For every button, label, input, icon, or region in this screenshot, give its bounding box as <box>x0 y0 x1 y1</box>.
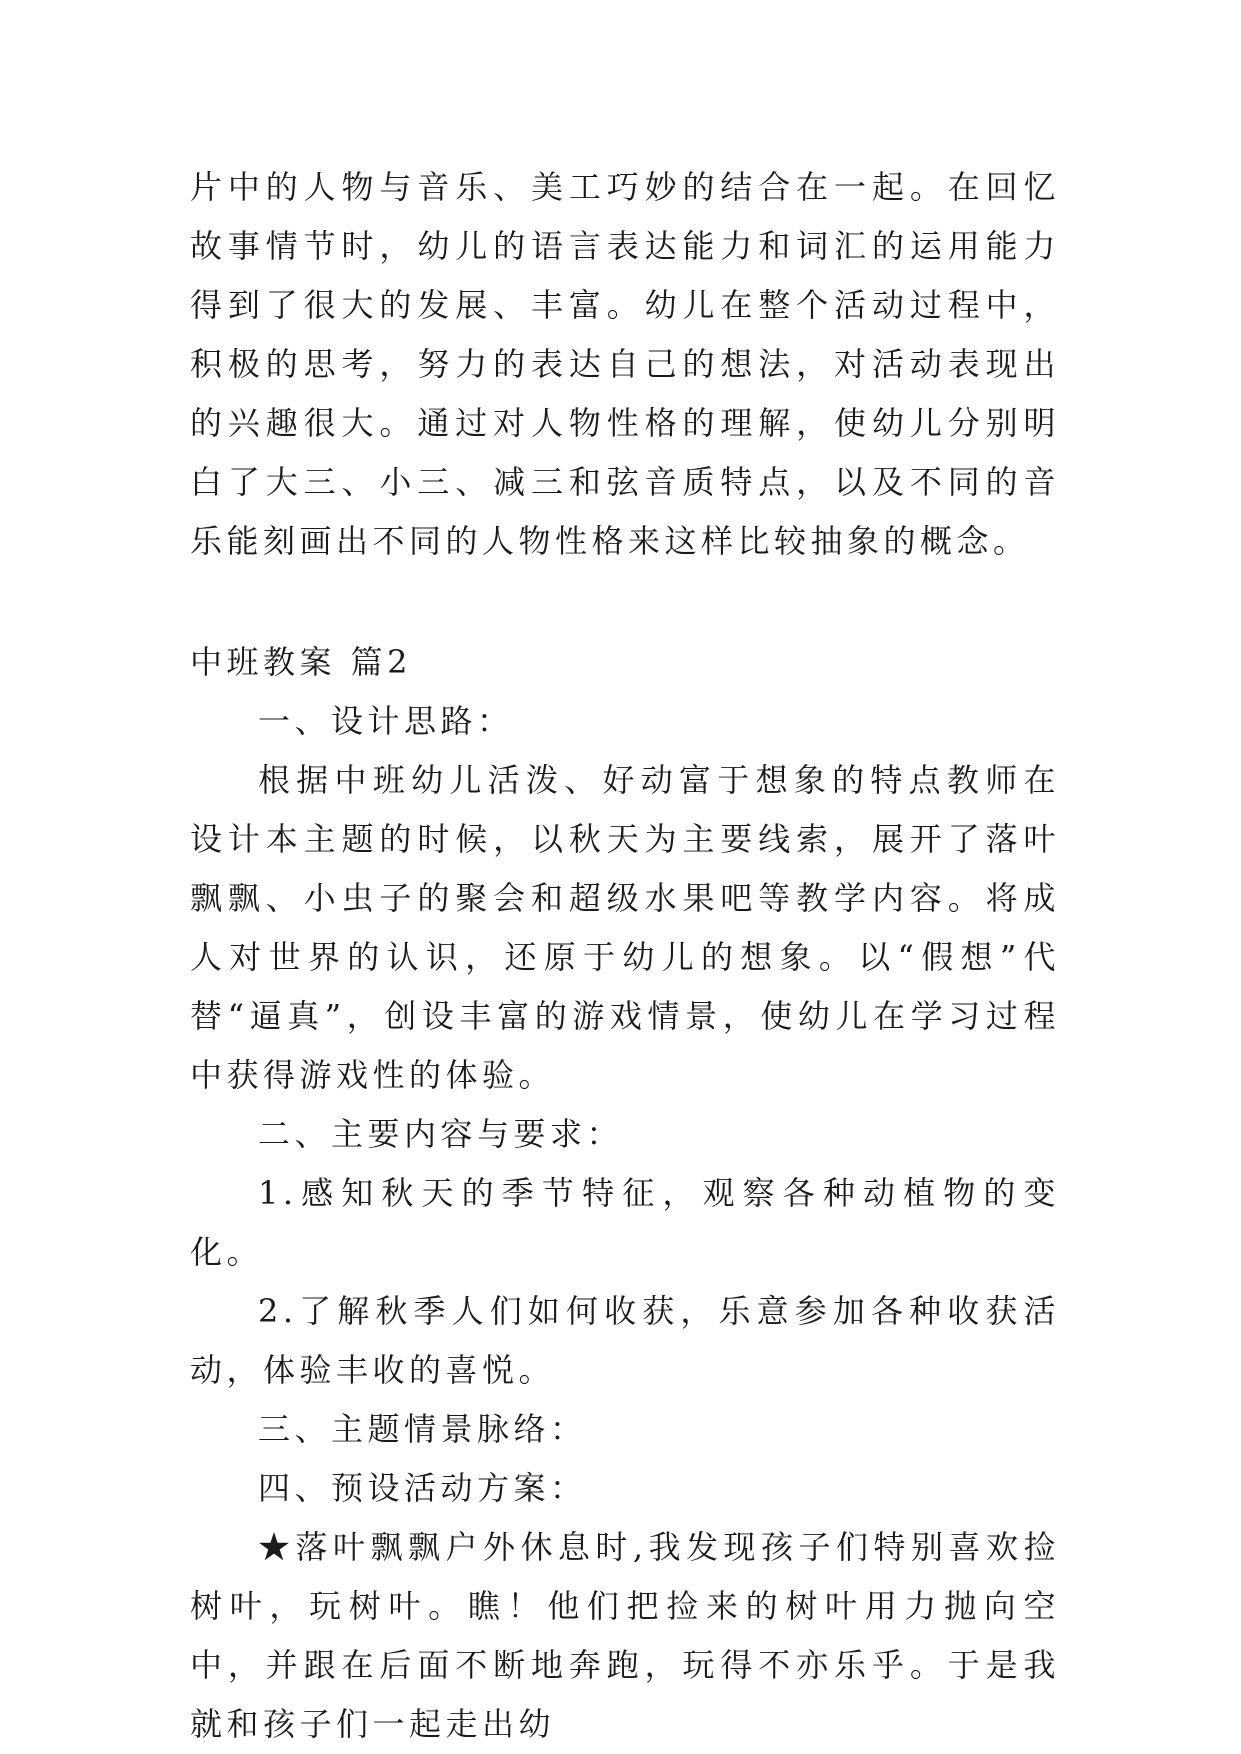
plan-heading: 四、预设活动方案： <box>258 1469 587 1507</box>
content-heading: 二、主要内容与要求： <box>258 1115 624 1153</box>
content-item-2: 2.了解秋季人们如何收获，乐意参加各种收获活动，体验丰收的喜悦。 <box>190 1292 1060 1389</box>
content-item-1: 1.感知秋天的季节特征，观察各种动植物的变化。 <box>190 1174 1060 1271</box>
plan-paragraph: ★落叶飘飘户外休息时,我发现孩子们特别喜欢捡树叶，玩树叶。瞧！他们把捡来的树叶用力抛向空中，并跟在后面不断地奔跑，玩得不亦乐乎。于是我就和孩子们一起走出幼 <box>190 1528 1060 1743</box>
continuation-paragraph: 片中的人物与音乐、美工巧妙的结合在一起。在回忆故事情节时，幼儿的语言表达能力和词汇的运用能力得到了很大的发展、丰富。幼儿在整个活动过程中，积极的思考，努力的表达自己的想法，对活动表现出的兴趣很大。通过对人物性格的理解，使幼儿分别明白了大三、小三、减三和弦音质特点，以及不同的音乐能刻画出不同的人物性格来这样比较抽象的概念。 <box>190 168 1060 560</box>
context-heading: 三、主题情景脉络： <box>258 1410 587 1448</box>
section-title: 中班教案 篇2 <box>190 643 413 681</box>
document-page <box>190 158 1060 1754</box>
design-paragraph: 根据中班幼儿活泼、好动富于想象的特点教师在设计本主题的时候，以秋天为主要线索，展开了落叶飘飘、小虫子的聚会和超级水果吧等教学内容。将成人对世界的认识，还原于幼儿的想象。以“假想”代替“逼真”，创设丰富的游戏情景，使幼儿在学习过程中获得游戏性的体验。 <box>190 761 1060 1094</box>
section-spacer <box>190 571 1060 633</box>
design-heading: 一、设计思路： <box>258 702 514 740</box>
